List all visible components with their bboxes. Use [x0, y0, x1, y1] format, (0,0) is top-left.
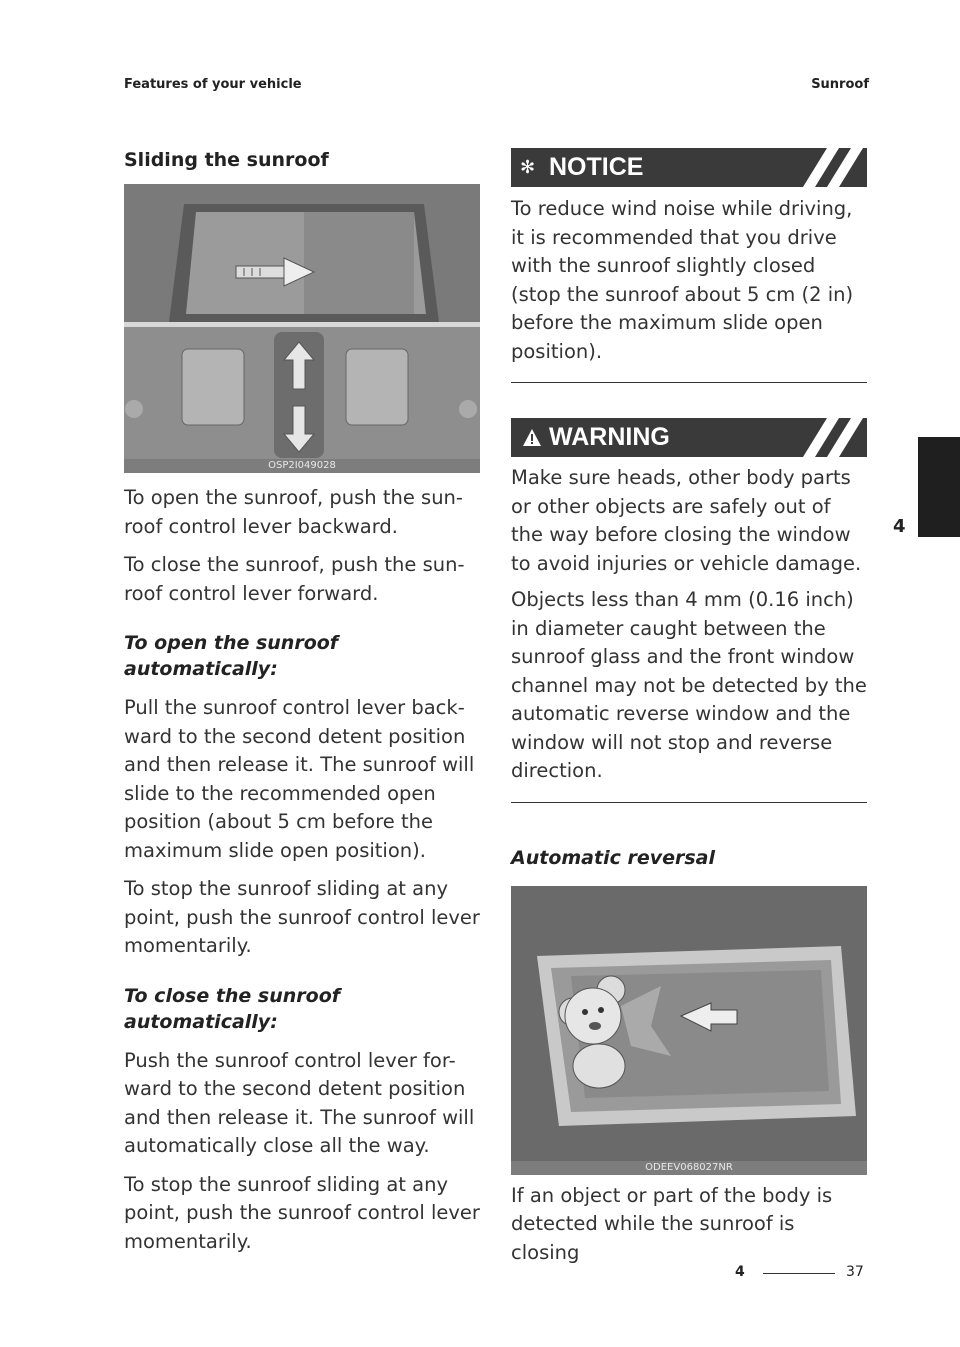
figure-code: ODEEV068027NR: [511, 1161, 867, 1175]
warning-title: WARNING: [549, 423, 670, 451]
notice-banner: [511, 148, 867, 187]
subheading-open-auto: To open the sunroof automatically:: [124, 632, 339, 680]
subheading-close-auto: To close the sunroof automatically:: [124, 984, 341, 1033]
paragraph-stop-2: To stop the sunroof sliding at any point, push the sunroof control lever momentarily.: [124, 1172, 480, 1253]
right-column: [511, 148, 867, 1267]
running-header-right: Sunroof: [811, 77, 869, 92]
paragraph-close-auto: Push the sunroof control lever for-ward to the second detent position and then release it. The sunroof will automatically close all the way.: [124, 1048, 475, 1157]
warning-text-2: Objects less than 4 mm (0.16 inch) in diameter caught between the sunroof glass and the front window channel may not be detected by the automatic reverse window and the window will not stop and reverse direction.: [511, 588, 867, 782]
warning-divider: [511, 802, 867, 803]
slash-stripes-icon: [797, 148, 867, 187]
paragraph-open: To open the sunroof, push the sun-roof control lever backward.: [124, 486, 463, 538]
paragraph-close: To close the sunroof, push the sun-roof control lever forward.: [124, 553, 465, 605]
warning-triangle-icon: [522, 428, 542, 448]
notice-title: NOTICE: [549, 153, 644, 181]
notice-asterisk-icon: ✻: [520, 157, 536, 177]
figure-code: OSP2I049028: [124, 459, 480, 473]
warning-banner: [511, 418, 867, 457]
warning-text-1: Make sure heads, other body parts or other objects are safely out of the way before closing the window to avoid injuries or vehicle damage.: [511, 466, 862, 575]
chapter-tab: [918, 437, 960, 537]
chapter-tab-number: 4: [893, 516, 906, 537]
notice-text: To reduce wind noise while driving, it is recommended that you drive with the sunroof slightly closed (stop the sunroof about 5 cm (2 in) before the maximum slide open position).: [511, 197, 854, 363]
notice-divider: [511, 382, 867, 383]
slash-stripes-icon: [797, 418, 867, 457]
automatic-reversal-illustration: [511, 886, 867, 1175]
running-header-left: Features of your vehicle: [124, 77, 302, 92]
paragraph-open-auto: Pull the sunroof control lever back-ward to the second detent position and then release it. The sunroof will slide to the recommended open position (about 5 cm before the maximum slide open position).: [124, 696, 475, 862]
paragraph-stop-1: To stop the sunroof sliding at any point, push the sunroof control lever momentarily.: [124, 877, 480, 957]
section-title: Sliding the sunroof: [124, 149, 329, 171]
sunroof-lever-illustration: [124, 184, 480, 473]
footer-page-number: 37: [846, 1264, 864, 1280]
left-column: [124, 148, 480, 1256]
footer-chapter: 4: [735, 1264, 745, 1280]
footer-divider: [763, 1273, 835, 1274]
paragraph-automatic-reversal: If an object or part of the body is detected while the sunroof is closing: [511, 1183, 833, 1264]
sunroof-lever-figure: [124, 184, 480, 473]
automatic-reversal-figure: [511, 886, 867, 1175]
subheading-automatic-reversal: Automatic reversal: [511, 846, 715, 869]
